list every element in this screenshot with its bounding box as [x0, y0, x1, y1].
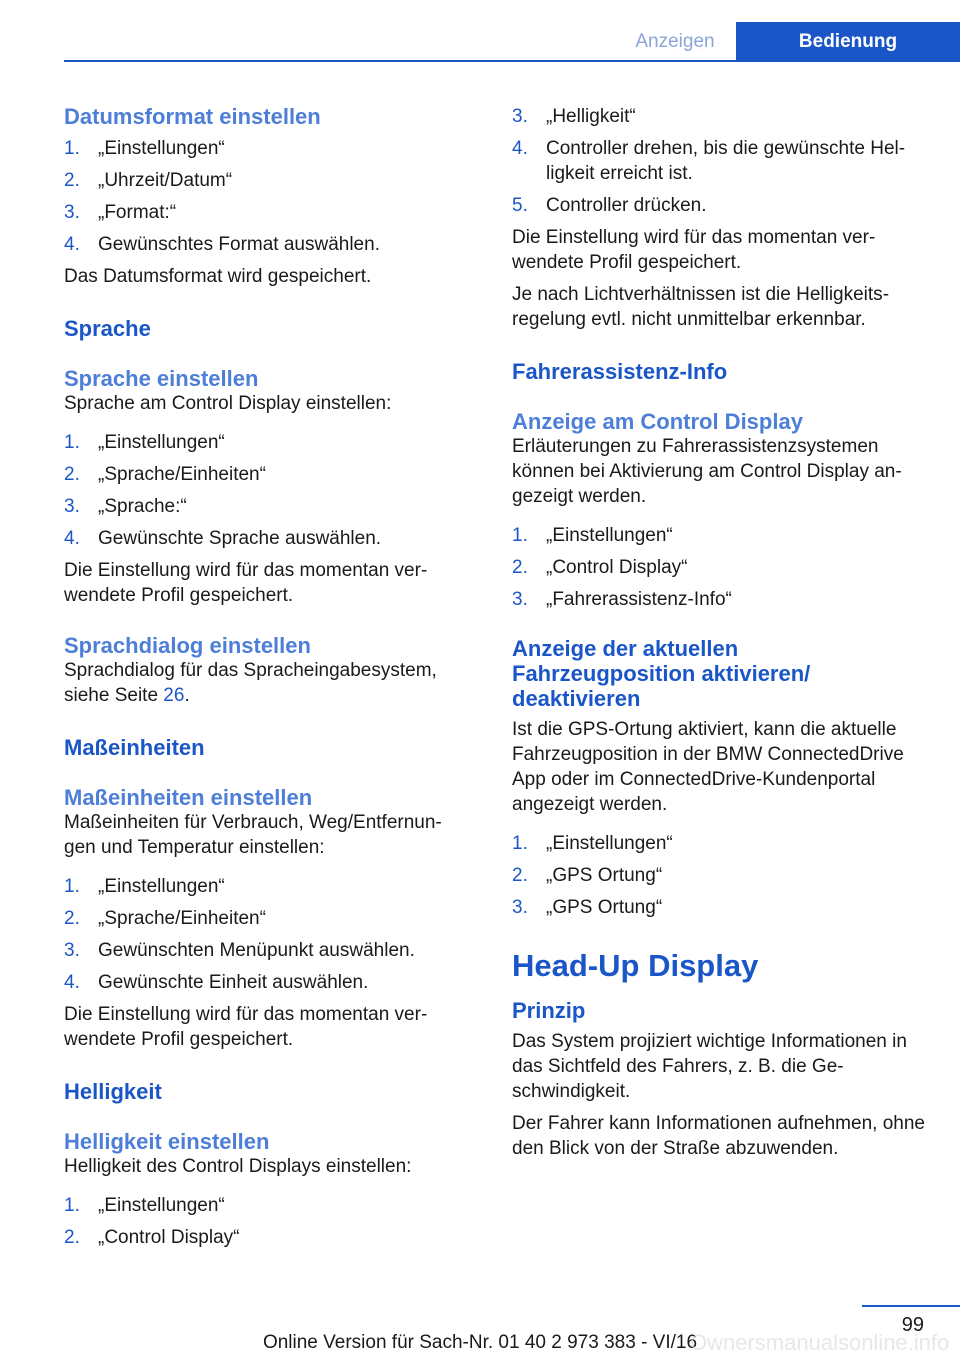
heading-datumsformat: Datumsformat einstellen — [64, 104, 321, 129]
footer-rule — [862, 1305, 960, 1307]
list-item: 4. Gewünschte Sprache auswählen. — [64, 528, 382, 549]
heading-prinzip: Prinzip — [512, 998, 586, 1023]
heading-helligkeit-einstellen: Helligkeit einstellen — [64, 1129, 270, 1154]
list-item: 2. „Sprache/Einheiten“ — [64, 908, 266, 929]
header-rule — [64, 60, 960, 62]
list-item: 2. „Control Display“ — [512, 557, 688, 578]
fahrerassistenz-intro: Erläuterungen zu Fahrerassistenzsystemen können bei Aktivierung am Control Display angezeigt werden. — [512, 436, 902, 507]
heading-helligkeit: Helligkeit — [64, 1079, 162, 1104]
right-column — [512, 100, 928, 1161]
heading-sprache-einstellen: Sprache einstellen — [64, 366, 259, 391]
list-helligkeit-cont — [512, 104, 928, 218]
list-item: 2. „GPS Ortung“ — [512, 865, 663, 886]
watermark-logo: Ownersmanualsonline.info — [690, 1330, 950, 1355]
list-datumsformat — [64, 136, 464, 257]
list-item: 1. „Einstellungen“ — [64, 432, 225, 453]
list-item: 1. „Einstellungen“ — [64, 876, 225, 897]
tab-anzeigen[interactable]: Anzeigen — [635, 31, 715, 52]
list-item: 3. „Format:“ — [64, 202, 177, 223]
masseinheiten-note: Die Einstellung wird für das momentan verwendete Profil gespeichert. — [64, 1004, 428, 1050]
list-masseinheiten — [64, 874, 464, 995]
list-fahrerassistenz — [512, 523, 928, 612]
gps-intro: Ist die GPS-Ortung aktiviert, kann die aktuelle Fahrzeugposition in der BMW ConnectedDrive App oder im ConnectedDrive-Kundenportal angezeigt werden. — [512, 719, 904, 815]
left-column — [64, 100, 464, 1257]
list-item: 2. „Sprache/Einheiten“ — [64, 464, 266, 485]
heading-fahrerassistenz: Fahrerassistenz-Info — [512, 359, 728, 384]
page-number: 99 — [901, 1314, 924, 1336]
helligkeit-intro: Helligkeit des Control Displays einstellen: — [64, 1156, 412, 1177]
helligkeit-note-1: Die Einstellung wird für das momentan verwendete Profil gespeichert. — [512, 227, 876, 273]
footer-text: Online Version für Sach-Nr. 01 40 2 973 383 - VI/16 — [262, 1332, 698, 1353]
heading-sprache: Sprache — [64, 316, 151, 341]
list-item: 3. „Helligkeit“ — [512, 106, 636, 127]
list-item: 1. „Einstellungen“ — [512, 833, 673, 854]
sprache-intro: Sprache am Control Display einstellen: — [64, 393, 392, 414]
list-sprache — [64, 430, 464, 551]
tab-bedienung[interactable]: Bedienung — [736, 22, 960, 60]
masseinheiten-intro: Maßeinheiten für Verbrauch, Weg/Entfernungen und Temperatur einstellen: — [64, 812, 442, 858]
sprache-note: Die Einstellung wird für das momentan verwendete Profil gespeichert. — [64, 560, 428, 606]
heading-masseinheiten: Maßeinheiten — [64, 735, 205, 760]
heading-sprachdialog: Sprachdialog einstellen — [64, 633, 311, 658]
heading-head-up-display: Head-Up Display — [512, 948, 759, 983]
list-item: 1. „Einstellungen“ — [64, 138, 225, 159]
list-item: 3. Gewünschten Menüpunkt auswählen. — [64, 940, 415, 961]
list-item: 2. „Uhrzeit/Datum“ — [64, 170, 233, 191]
list-item: 3. „GPS Ortung“ — [512, 897, 663, 918]
list-item: 3. „Fahrerassistenz-Info“ — [512, 589, 732, 610]
heading-anzeige-control-display: Anzeige am Control Display — [512, 409, 803, 434]
list-item: 4. Gewünschtes Format auswählen. — [64, 234, 380, 255]
list-item: 4. Controller drehen, bis die gewünschte Helligkeit erreicht ist. — [512, 138, 906, 184]
list-item: 3. „Sprache:“ — [64, 496, 187, 517]
hud-paragraph-1: Das System projiziert wichtige Informationen in das Sichtfeld des Fahrers, z. B. die Geschwindigkeit. — [512, 1031, 907, 1102]
list-item: 4. Gewünschte Einheit auswählen. — [64, 972, 369, 993]
sprachdialog-text: Sprachdialog für das Spracheingabesystem, siehe Seite 26. — [64, 660, 437, 706]
list-item: 5. Controller drücken. — [512, 195, 707, 216]
list-item: 1. „Einstellungen“ — [64, 1195, 225, 1216]
hud-paragraph-2: Der Fahrer kann Informationen aufnehmen, ohne den Blick von der Straße abzuwenden. — [512, 1113, 925, 1159]
heading-gps: Anzeige der aktuellen Fahrzeugposition aktivieren/ deaktivieren — [512, 636, 811, 711]
datumsformat-note: Das Datumsformat wird gespeichert. — [64, 266, 372, 287]
list-gps — [512, 831, 928, 920]
helligkeit-note-2: Je nach Lichtverhältnissen ist die Helligkeitsregelung evtl. nicht unmittelbar erkennbar. — [512, 284, 890, 330]
list-item: 2. „Control Display“ — [64, 1227, 240, 1248]
page-link[interactable]: 26 — [163, 685, 185, 706]
heading-masseinheiten-einstellen: Maßeinheiten einstellen — [64, 785, 313, 810]
list-helligkeit — [64, 1193, 464, 1250]
list-item: 1. „Einstellungen“ — [512, 525, 673, 546]
